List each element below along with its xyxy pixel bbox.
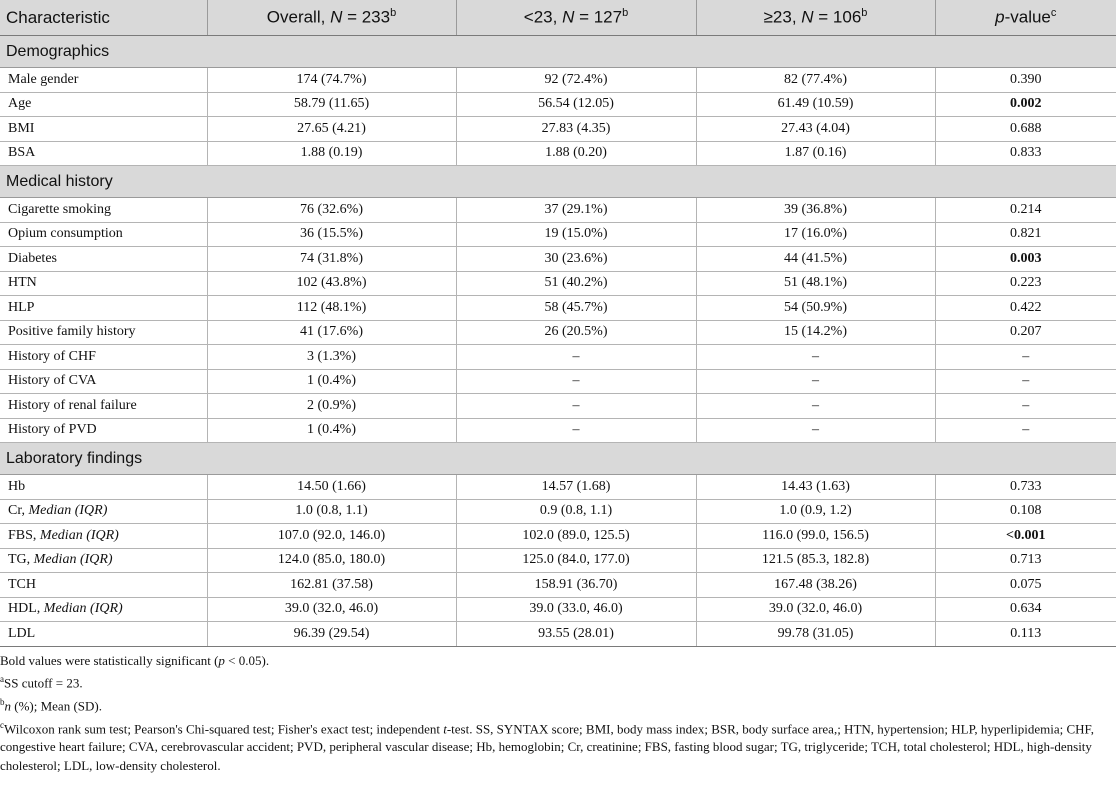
row-label bbox=[0, 320, 207, 345]
footnote-a bbox=[0, 670, 1110, 693]
table-row bbox=[0, 198, 1116, 223]
table-row bbox=[0, 345, 1116, 370]
cell-ge23: 82 (77.4%) bbox=[696, 68, 935, 93]
footnote-a-marker: a bbox=[0, 674, 4, 684]
cell-ge23: – bbox=[696, 369, 935, 394]
row-label-text: Age bbox=[8, 96, 32, 112]
cell-lt23: 125.0 (84.0, 177.0) bbox=[456, 548, 696, 573]
cell-lt23: 56.54 (12.05) bbox=[456, 92, 696, 117]
row-label-text: HLP bbox=[8, 299, 35, 315]
cell-p-value: 0.223 bbox=[935, 271, 1116, 296]
cell-ge23: 61.49 (10.59) bbox=[696, 92, 935, 117]
table-row bbox=[0, 622, 1116, 647]
cell-p-value: 0.390 bbox=[935, 68, 1116, 93]
cell-p-value: – bbox=[935, 369, 1116, 394]
header-overall-prefix: Overall, bbox=[266, 7, 331, 27]
table-row bbox=[0, 548, 1116, 573]
cell-ge23: 14.43 (1.63) bbox=[696, 475, 935, 500]
footnote-c-marker: c bbox=[0, 719, 4, 730]
footnote-bold bbox=[0, 652, 1110, 671]
header-overall-suffix: = 233 bbox=[342, 7, 391, 27]
cell-lt23: 0.9 (0.8, 1.1) bbox=[456, 499, 696, 524]
row-label-text: BMI bbox=[8, 120, 35, 136]
row-label bbox=[0, 141, 207, 166]
row-label-text: TCH bbox=[8, 576, 36, 592]
cell-overall: 36 (15.5%) bbox=[207, 222, 456, 247]
header-lt-prefix: <23, bbox=[523, 7, 563, 27]
row-label bbox=[0, 222, 207, 247]
section-row bbox=[0, 443, 1116, 475]
header-ge-n: N bbox=[801, 7, 814, 27]
row-label bbox=[0, 475, 207, 500]
row-label-text: History of PVD bbox=[8, 422, 97, 438]
cell-p-value: 0.733 bbox=[935, 475, 1116, 500]
table-row bbox=[0, 117, 1116, 142]
row-label-suffix: Median (IQR) bbox=[28, 503, 108, 519]
cell-ge23: – bbox=[696, 418, 935, 443]
table-body bbox=[0, 36, 1116, 647]
table-row bbox=[0, 296, 1116, 321]
cell-overall: 124.0 (85.0, 180.0) bbox=[207, 548, 456, 573]
table-row bbox=[0, 475, 1116, 500]
table-row bbox=[0, 597, 1116, 622]
row-label bbox=[0, 499, 207, 524]
footnote-b bbox=[0, 693, 1110, 716]
footnote-bold-end: < 0.05). bbox=[224, 652, 270, 668]
row-label bbox=[0, 271, 207, 296]
cell-p-value: 0.214 bbox=[935, 198, 1116, 223]
cell-p-value: – bbox=[935, 345, 1116, 370]
section-title: Medical history bbox=[0, 166, 1116, 198]
footnote-c-text2: -test. SS, SYNTAX score; BMI, body mass index; BSR, body surface area,; HTN, hypertension; HLP, hyperlipidemia; CHF, congestive heart failure; CVA, cerebrovascular accident; PVD, peripheral vascular disease; Hb, hemoglobin; Cr, creatinine; FBS, fasting blood sugar; TG, triglyceride; TCH, total cholesterol; HDL, high-density cholesterol; LDL, low-density cholesterol. bbox=[0, 720, 1094, 773]
cell-overall: 74 (31.8%) bbox=[207, 247, 456, 272]
cell-ge23: 121.5 (85.3, 182.8) bbox=[696, 548, 935, 573]
footnote-b-marker: b bbox=[0, 696, 5, 707]
row-label-text: Hb bbox=[8, 478, 26, 494]
table-row bbox=[0, 573, 1116, 598]
row-label bbox=[0, 117, 207, 142]
row-label bbox=[0, 524, 207, 549]
cell-p-value: 0.002 bbox=[935, 92, 1116, 117]
table-row bbox=[0, 247, 1116, 272]
cell-ge23: 44 (41.5%) bbox=[696, 247, 935, 272]
cell-ge23: 27.43 (4.04) bbox=[696, 117, 935, 142]
header-lt-suffix: = 127 bbox=[574, 7, 623, 27]
row-label bbox=[0, 394, 207, 419]
cell-overall: 1.0 (0.8, 1.1) bbox=[207, 499, 456, 524]
cell-p-value: 0.634 bbox=[935, 597, 1116, 622]
header-p-prefix: p bbox=[995, 7, 1005, 27]
cell-lt23: 93.55 (28.01) bbox=[456, 622, 696, 647]
header-lt-n: N bbox=[562, 7, 575, 27]
header-characteristic-text: Characteristic bbox=[6, 7, 110, 27]
cell-lt23: 14.57 (1.68) bbox=[456, 475, 696, 500]
header-overall-sup: b bbox=[390, 7, 397, 20]
cell-overall: 174 (74.7%) bbox=[207, 68, 456, 93]
cell-overall: 162.81 (37.58) bbox=[207, 573, 456, 598]
header-overall-n: N bbox=[330, 7, 343, 27]
cell-p-value: 0.003 bbox=[935, 247, 1116, 272]
cell-p-value: 0.207 bbox=[935, 320, 1116, 345]
row-label bbox=[0, 92, 207, 117]
cell-overall: 96.39 (29.54) bbox=[207, 622, 456, 647]
row-label bbox=[0, 597, 207, 622]
cell-lt23: 1.88 (0.20) bbox=[456, 141, 696, 166]
cell-ge23: 39 (36.8%) bbox=[696, 198, 935, 223]
cell-overall: 14.50 (1.66) bbox=[207, 475, 456, 500]
section-row bbox=[0, 36, 1116, 68]
cell-lt23: 102.0 (89.0, 125.5) bbox=[456, 524, 696, 549]
header-p-suffix: -value bbox=[1004, 7, 1051, 27]
cell-overall: 1.88 (0.19) bbox=[207, 141, 456, 166]
table-row bbox=[0, 271, 1116, 296]
row-label-text: Positive family history bbox=[8, 324, 136, 340]
table-row bbox=[0, 418, 1116, 443]
cell-p-value: 0.713 bbox=[935, 548, 1116, 573]
row-label-text: Cr, bbox=[8, 503, 29, 519]
row-label-text: Diabetes bbox=[8, 250, 57, 266]
cell-ge23: – bbox=[696, 394, 935, 419]
cell-overall: 58.79 (11.65) bbox=[207, 92, 456, 117]
footnote-bold-text: Bold values were statistically significant ( bbox=[0, 652, 219, 668]
cell-p-value: 0.688 bbox=[935, 117, 1116, 142]
cell-ge23: 54 (50.9%) bbox=[696, 296, 935, 321]
row-label-text: History of CHF bbox=[8, 348, 96, 364]
footnote-c bbox=[0, 716, 1110, 776]
footnote-c-t: t bbox=[443, 720, 447, 736]
cell-overall: 3 (1.3%) bbox=[207, 345, 456, 370]
table-row bbox=[0, 499, 1116, 524]
row-label-text: Male gender bbox=[8, 71, 79, 87]
cell-lt23: 158.91 (36.70) bbox=[456, 573, 696, 598]
cell-p-value: 0.422 bbox=[935, 296, 1116, 321]
row-label-suffix: Median (IQR) bbox=[39, 527, 119, 543]
cell-p-value: 0.108 bbox=[935, 499, 1116, 524]
footnote-c-text1: Wilcoxon rank sum test; Pearson's Chi-squared test; Fisher's exact test; independent bbox=[4, 720, 444, 736]
cell-lt23: 37 (29.1%) bbox=[456, 198, 696, 223]
cell-ge23: 1.87 (0.16) bbox=[696, 141, 935, 166]
row-label-text: LDL bbox=[8, 625, 36, 641]
table-row bbox=[0, 222, 1116, 247]
table-row bbox=[0, 394, 1116, 419]
cell-lt23: 58 (45.7%) bbox=[456, 296, 696, 321]
cell-ge23: 17 (16.0%) bbox=[696, 222, 935, 247]
footnote-b-n: n bbox=[4, 698, 11, 714]
cell-lt23: – bbox=[456, 394, 696, 419]
footnote-a-text: SS cutoff = 23. bbox=[4, 675, 83, 691]
row-label bbox=[0, 68, 207, 93]
cell-overall: 1 (0.4%) bbox=[207, 369, 456, 394]
row-label bbox=[0, 573, 207, 598]
footnote-bold-p: p bbox=[218, 652, 225, 668]
header-characteristic bbox=[0, 0, 207, 36]
table-row bbox=[0, 369, 1116, 394]
row-label-suffix: Median (IQR) bbox=[43, 601, 123, 617]
header-lt23 bbox=[456, 0, 696, 36]
cell-overall: 102 (43.8%) bbox=[207, 271, 456, 296]
row-label bbox=[0, 369, 207, 394]
header-ge23 bbox=[696, 0, 935, 36]
cell-lt23: – bbox=[456, 418, 696, 443]
table-row bbox=[0, 141, 1116, 166]
table-row bbox=[0, 524, 1116, 549]
cell-ge23: 116.0 (99.0, 156.5) bbox=[696, 524, 935, 549]
row-label-suffix: Median (IQR) bbox=[33, 552, 113, 568]
row-label bbox=[0, 345, 207, 370]
header-p-value bbox=[935, 0, 1116, 36]
footnote-b-text: (%); Mean (SD). bbox=[11, 698, 102, 714]
cell-overall: 112 (48.1%) bbox=[207, 296, 456, 321]
section-title: Laboratory findings bbox=[0, 443, 1116, 475]
cell-lt23: 92 (72.4%) bbox=[456, 68, 696, 93]
cell-overall: 2 (0.9%) bbox=[207, 394, 456, 419]
cell-overall: 76 (32.6%) bbox=[207, 198, 456, 223]
cell-p-value: 0.833 bbox=[935, 141, 1116, 166]
cell-ge23: 1.0 (0.9, 1.2) bbox=[696, 499, 935, 524]
header-ge-prefix: ≥23, bbox=[763, 7, 802, 27]
table-row bbox=[0, 92, 1116, 117]
row-label bbox=[0, 548, 207, 573]
cell-p-value: – bbox=[935, 394, 1116, 419]
cell-lt23: 30 (23.6%) bbox=[456, 247, 696, 272]
table-row bbox=[0, 320, 1116, 345]
cell-lt23: 19 (15.0%) bbox=[456, 222, 696, 247]
cell-overall: 27.65 (4.21) bbox=[207, 117, 456, 142]
header-ge-suffix: = 106 bbox=[813, 7, 862, 27]
cell-overall: 1 (0.4%) bbox=[207, 418, 456, 443]
table-header bbox=[0, 0, 1116, 36]
cell-ge23: 167.48 (38.26) bbox=[696, 573, 935, 598]
cell-lt23: 51 (40.2%) bbox=[456, 271, 696, 296]
header-lt-sup: b bbox=[622, 7, 629, 20]
cell-overall: 39.0 (32.0, 46.0) bbox=[207, 597, 456, 622]
cell-overall: 107.0 (92.0, 146.0) bbox=[207, 524, 456, 549]
cell-ge23: 99.78 (31.05) bbox=[696, 622, 935, 647]
header-row bbox=[0, 0, 1116, 36]
table-row bbox=[0, 68, 1116, 93]
row-label-text: Cigarette smoking bbox=[8, 201, 112, 217]
cell-p-value: <0.001 bbox=[935, 524, 1116, 549]
row-label bbox=[0, 418, 207, 443]
row-label-text: FBS, bbox=[8, 527, 40, 543]
cell-p-value: – bbox=[935, 418, 1116, 443]
cell-lt23: 27.83 (4.35) bbox=[456, 117, 696, 142]
header-p-sup: c bbox=[1050, 7, 1057, 20]
header-ge-sup: b bbox=[861, 7, 868, 20]
row-label-text: TG, bbox=[8, 552, 34, 568]
row-label bbox=[0, 198, 207, 223]
cell-ge23: – bbox=[696, 345, 935, 370]
cell-ge23: 51 (48.1%) bbox=[696, 271, 935, 296]
cell-ge23: 39.0 (32.0, 46.0) bbox=[696, 597, 935, 622]
row-label bbox=[0, 247, 207, 272]
header-overall bbox=[207, 0, 456, 36]
row-label-text: HDL, bbox=[8, 601, 44, 617]
row-label-text: History of renal failure bbox=[8, 397, 137, 413]
cell-lt23: 39.0 (33.0, 46.0) bbox=[456, 597, 696, 622]
cell-p-value: 0.075 bbox=[935, 573, 1116, 598]
row-label-text: Opium consumption bbox=[8, 226, 123, 242]
row-label-text: History of CVA bbox=[8, 373, 97, 389]
row-label bbox=[0, 296, 207, 321]
cell-p-value: 0.113 bbox=[935, 622, 1116, 647]
row-label bbox=[0, 622, 207, 647]
cell-ge23: 15 (14.2%) bbox=[696, 320, 935, 345]
section-row bbox=[0, 166, 1116, 198]
row-label-text: BSA bbox=[8, 145, 36, 161]
cell-p-value: 0.821 bbox=[935, 222, 1116, 247]
cell-lt23: – bbox=[456, 369, 696, 394]
cell-lt23: 26 (20.5%) bbox=[456, 320, 696, 345]
table-footnotes bbox=[0, 647, 1110, 776]
row-label-text: HTN bbox=[8, 275, 37, 291]
section-title: Demographics bbox=[0, 36, 1116, 68]
cell-overall: 41 (17.6%) bbox=[207, 320, 456, 345]
cell-lt23: – bbox=[456, 345, 696, 370]
